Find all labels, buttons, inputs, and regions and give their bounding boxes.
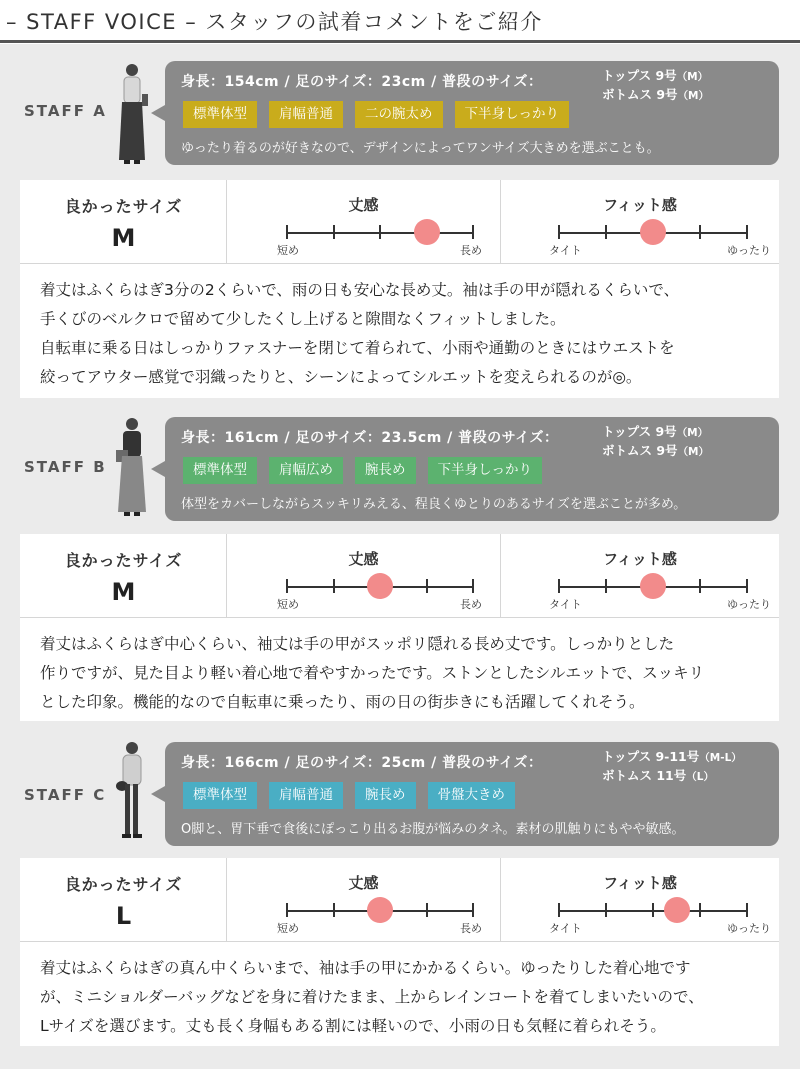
staff-c-profile-bubble [165, 742, 779, 846]
length-marker [367, 897, 393, 923]
good-size-value: L [115, 902, 132, 930]
scale-tick [286, 579, 288, 593]
good-size-cell [20, 534, 227, 618]
scale-tick [379, 225, 381, 239]
good-size-label: 良かったサイズ [64, 197, 183, 216]
staff-b-label: STAFF B [24, 458, 107, 476]
review-line: 絞ってアウター感覚で羽織ったりと、シーンによってシルエットを変えられるのが◎。 [40, 368, 642, 386]
size-summary [20, 180, 779, 264]
staff-a-label: STAFF A [24, 102, 107, 120]
scale-tick [699, 579, 701, 593]
scale-tick [426, 903, 428, 917]
tag: 腕長め [355, 457, 416, 484]
good-size-cell [20, 858, 227, 942]
staff-b-figure-icon [110, 414, 154, 524]
fit-tight-label: タイト [549, 922, 582, 935]
review-line: 自転車に乗る日はしっかりファスナーを閉じて着られて、小雨や通勤のときにはウエストを [40, 339, 675, 357]
review-line: 手くびのベルクロで留めて少したくし上げると隙間なくフィットしました。 [40, 310, 566, 328]
staff-b-usual-sizes [602, 423, 709, 461]
staff-a-review-text [40, 276, 770, 392]
length-short-label: 短め [277, 922, 299, 935]
fit-marker [640, 573, 666, 599]
scale-tick [472, 579, 474, 593]
scale-tick [746, 903, 748, 917]
good-size-label: 良かったサイズ [64, 551, 183, 570]
staff-c-review-card [20, 858, 779, 1046]
staff-a-tops: トップス 9号 [602, 68, 677, 83]
staff-c-label: STAFF C [24, 786, 107, 804]
scale-tick [333, 903, 335, 917]
staff-c-figure-icon [110, 738, 154, 848]
scale-tick [426, 579, 428, 593]
scale-tick [286, 225, 288, 239]
fit-title: フィット感 [603, 550, 677, 568]
scale-tick [333, 579, 335, 593]
review-line: とした印象。機能的なので自転車に乗ったり、雨の日の街歩きにも活躍してくれそう。 [40, 693, 645, 711]
tag: 肩幅普通 [269, 101, 343, 128]
length-marker [414, 219, 440, 245]
length-short-label: 短め [277, 244, 299, 257]
scale-tick [558, 225, 560, 239]
staff-c-tops-size: （M-L） [699, 752, 742, 764]
length-scale [227, 534, 501, 618]
staff-a-usual-sizes [602, 67, 709, 105]
scale-tick [605, 579, 607, 593]
fit-loose-label: ゆったり [727, 922, 771, 935]
length-scale [227, 858, 501, 942]
staff-c-tags [183, 782, 515, 809]
review-line: 着丈はふくらはぎ中心くらい、袖丈は手の甲がスッポリ隠れる長め丈です。しっかりとした [40, 635, 675, 653]
fit-scale [501, 858, 779, 942]
size-summary [20, 534, 779, 618]
staff-a-comment: ゆったり着るのが好きなので、デザインによってワンサイズ大きめを選ぶことも。 [181, 141, 660, 156]
staff-a-stats: 身長：154cm / 足のサイズ：23cm / 普段のサイズ： [181, 74, 543, 90]
staff-c-bottoms: ボトムス 11号 [602, 768, 687, 783]
staff-b-tops: トップス 9号 [602, 424, 677, 439]
staff-a-review-card [20, 180, 779, 398]
staff-b-bottoms: ボトムス 9号 [602, 443, 678, 458]
length-marker [367, 573, 393, 599]
staff-b-stats: 身長：161cm / 足のサイズ：23.5cm / 普段のサイズ： [181, 430, 559, 446]
length-long-label: 長め [460, 244, 482, 257]
length-long-label: 長め [460, 598, 482, 611]
staff-b-tags [183, 457, 542, 484]
scale-tick [472, 903, 474, 917]
tag: 肩幅普通 [269, 782, 343, 809]
staff-a-tops-size: （M） [676, 71, 709, 83]
good-size-label: 良かったサイズ [64, 875, 183, 894]
scale-tick [605, 903, 607, 917]
tag: 下半身しっかり [455, 101, 570, 128]
review-line: 着丈はふくらはぎ3分の2くらいで、雨の日も安心な長め丈。袖は手の甲が隠れるくらいで、 [40, 281, 680, 299]
tag: 肩幅広め [269, 457, 343, 484]
scale-tick [605, 225, 607, 239]
tag: 標準体型 [183, 101, 257, 128]
fit-marker [640, 219, 666, 245]
scale-tick [558, 903, 560, 917]
review-line: 作りですが、見た目より軽い着心地で着やすかったです。ストンとしたシルエットで、スッキリ [40, 664, 705, 682]
tag: 骨盤大きめ [428, 782, 516, 809]
scale-tick [333, 225, 335, 239]
staff-c-tops: トップス 9-11号 [602, 749, 700, 764]
length-title: 丈感 [348, 874, 379, 892]
fit-loose-label: ゆったり [727, 244, 771, 257]
scale-tick [746, 225, 748, 239]
staff-b-bottoms-size: （M） [677, 446, 710, 458]
tag: 腕長め [355, 782, 416, 809]
staff-a-profile-bubble [165, 61, 779, 165]
scale-tick [699, 225, 701, 239]
scale-tick [286, 903, 288, 917]
scale-tick [472, 225, 474, 239]
scale-tick [699, 903, 701, 917]
length-scale [227, 180, 501, 264]
review-line: Lサイズを選びます。丈も長く身幅もある割には軽いので、小雨の日も気軽に着られそう。 [40, 1017, 666, 1035]
fit-title: フィット感 [603, 874, 677, 892]
staff-a-bottoms-size: （M） [677, 90, 710, 102]
fit-tight-label: タイト [549, 598, 582, 611]
good-size-value: M [111, 578, 136, 606]
fit-scale [501, 180, 779, 264]
fit-marker [664, 897, 690, 923]
staff-b-review-card [20, 534, 779, 721]
staff-c-bottoms-size: （L） [686, 771, 714, 783]
fit-title: フィット感 [603, 196, 677, 214]
staff-a-figure-icon [110, 60, 154, 170]
length-title: 丈感 [348, 196, 379, 214]
tag: 二の腕太め [355, 101, 443, 128]
length-short-label: 短め [277, 598, 299, 611]
tag: 下半身しっかり [428, 457, 543, 484]
fit-scale [501, 534, 779, 618]
staff-c-comment: O脚と、胃下垂で食後にぽっこり出るお腹が悩みのタネ。素材の肌触りにもやや敏感。 [181, 822, 685, 837]
staff-b-profile-bubble [165, 417, 779, 521]
scale-tick [746, 579, 748, 593]
length-title: 丈感 [348, 550, 379, 568]
staff-c-usual-sizes [602, 748, 742, 786]
tag: 標準体型 [183, 782, 257, 809]
staff-a-tags [183, 101, 569, 128]
tag: 標準体型 [183, 457, 257, 484]
length-long-label: 長め [460, 922, 482, 935]
staff-a-bottoms: ボトムス 9号 [602, 87, 678, 102]
scale-tick [652, 903, 654, 917]
review-line: が、ミニショルダーバッグなどを身に着けたまま、上からレインコートを着てしまいたいので、 [40, 988, 704, 1006]
review-line: 着丈はふくらはぎの真ん中くらいまで、袖は手の甲にかかるくらい。ゆったりした着心地です [40, 959, 691, 977]
size-summary [20, 858, 779, 942]
staff-b-comment: 体型をカバーしながらスッキリみえる、程良くゆとりのあるサイズを選ぶことが多め。 [181, 497, 687, 512]
fit-loose-label: ゆったり [727, 598, 771, 611]
staff-c-review-text [40, 954, 770, 1041]
staff-c-stats: 身長：166cm / 足のサイズ：25cm / 普段のサイズ： [181, 755, 543, 771]
good-size-cell [20, 180, 227, 264]
staff-b-tops-size: （M） [676, 427, 709, 439]
header-divider [0, 40, 800, 43]
scale-tick [558, 579, 560, 593]
staff-b-review-text [40, 630, 770, 717]
good-size-value: M [111, 224, 136, 252]
fit-tight-label: タイト [549, 244, 582, 257]
page-title: – STAFF VOICE – スタッフの試着コメントをご紹介 [6, 10, 543, 34]
page-header [0, 0, 800, 44]
